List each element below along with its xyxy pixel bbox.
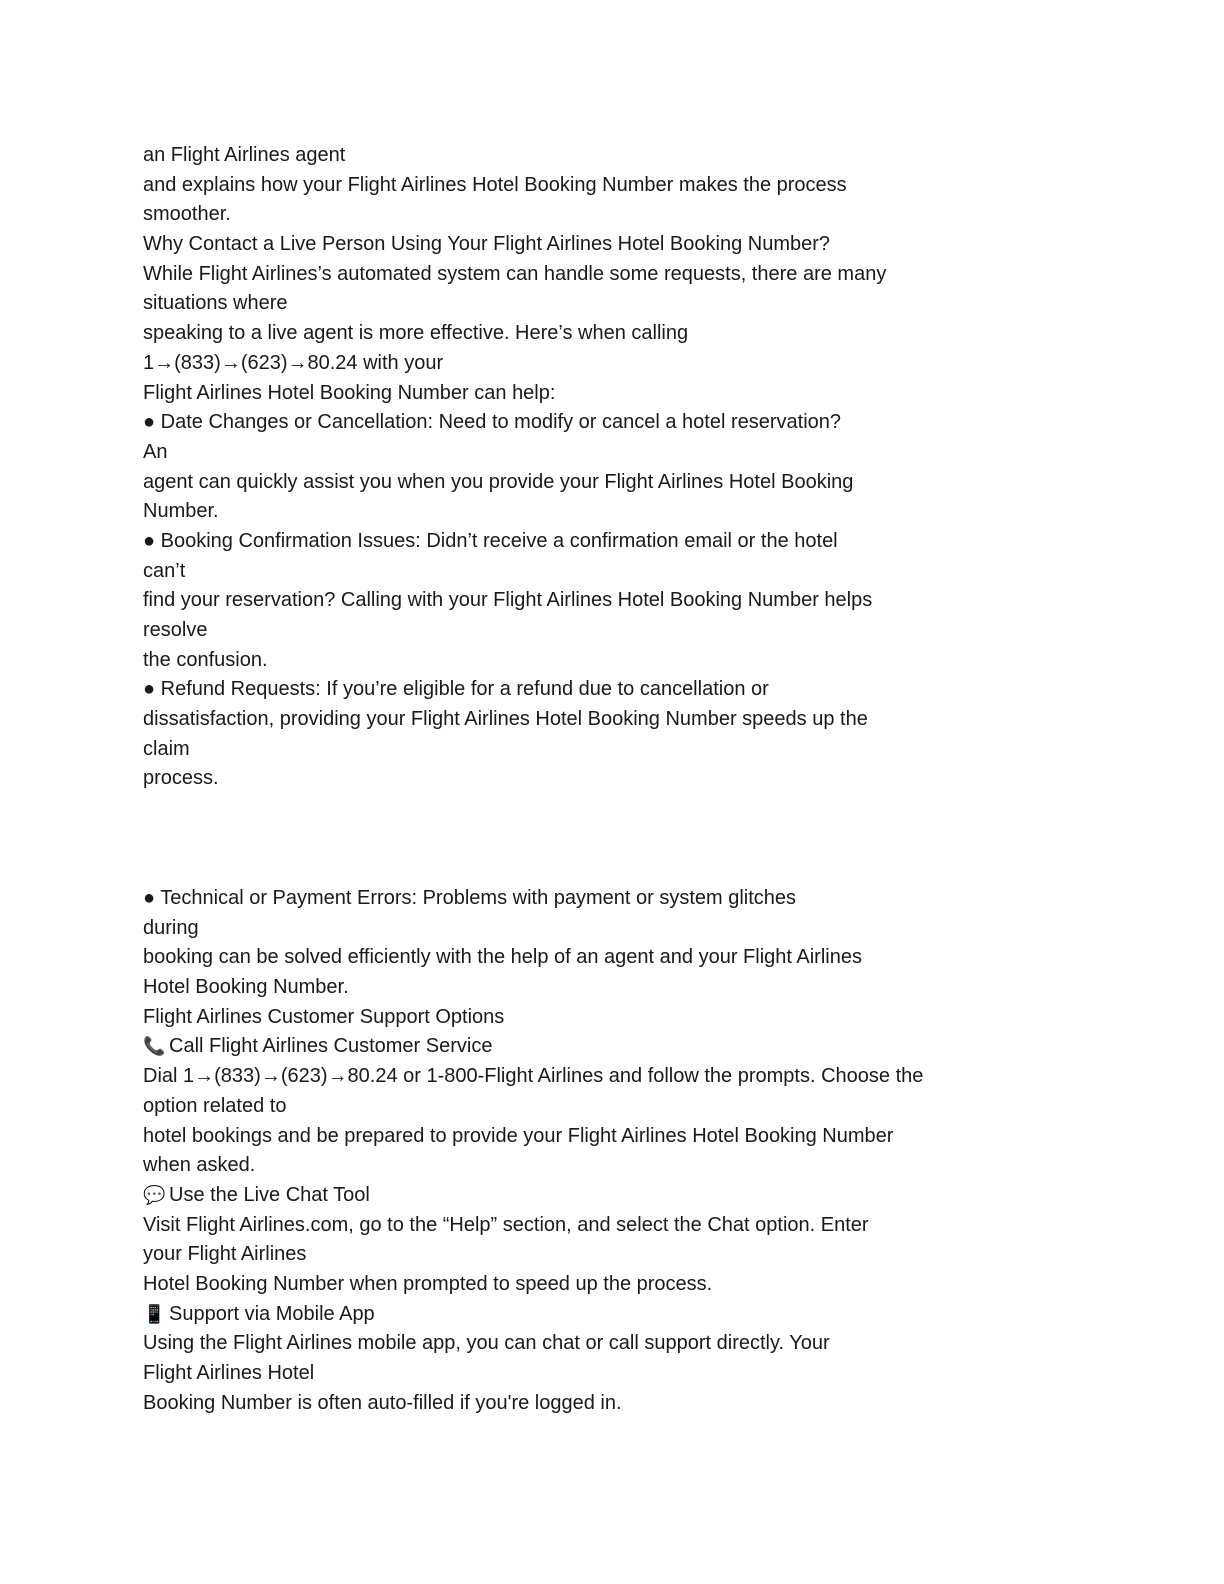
- text-line: booking can be solved efficiently with the help of an agent and your Flight Airlines: [143, 946, 862, 969]
- text-line: speaking to a live agent is more effective. Here’s when calling: [143, 322, 689, 345]
- text-line: Number.: [143, 500, 219, 523]
- text-line: agent can quickly assist you when you provide your Flight Airlines Hotel Booking: [143, 470, 854, 493]
- phone-number-line: 1→(833)→(623)→80.24 with your: [143, 351, 444, 374]
- text-line: and explains how your Flight Airlines Hotel Booking Number makes the process: [143, 173, 847, 196]
- text-line: resolve: [143, 619, 208, 641]
- text-line: an Flight Airlines agent: [143, 144, 346, 166]
- text-line: dissatisfaction, providing your Flight Airlines Hotel Booking Number speeds up the: [143, 708, 868, 731]
- text-line: Dial 1→(833)→(623)→80.24 or 1-800-Flight Airlines and follow the prompts. Choose the: [143, 1065, 924, 1088]
- text-line: the confusion.: [143, 648, 268, 671]
- text-block-support: [143, 884, 1023, 1418]
- text-line: hotel bookings and be prepared to provide your Flight Airlines Hotel Booking Number: [143, 1124, 894, 1147]
- text-block-intro: [143, 141, 1023, 794]
- chat-bubble-icon: 💬: [143, 1184, 166, 1206]
- section-heading: Why Contact a Live Person Using Your Flight Airlines Hotel Booking Number?: [143, 233, 831, 256]
- text-line: While Flight Airlines’s automated system can handle some requests, there are many: [143, 262, 887, 285]
- text-line: Flight Airlines Hotel Booking Number can help:: [143, 381, 556, 404]
- support-option-chat-label: Use the Live Chat Tool: [169, 1183, 370, 1206]
- text-line: Booking Number is often auto-filled if you're logged in.: [143, 1391, 622, 1414]
- bullet-refund-requests: ● Refund Requests: If you’re eligible for a refund due to cancellation or: [143, 678, 769, 701]
- bullet-date-changes: ● Date Changes or Cancellation: Need to modify or cancel a hotel reservation?: [143, 411, 842, 434]
- text-line: when asked.: [143, 1154, 256, 1177]
- text-line: claim: [143, 737, 190, 760]
- text-line: Using the Flight Airlines mobile app, you can chat or call support directly. Your: [143, 1332, 830, 1355]
- text-line: Hotel Booking Number when prompted to speed up the process.: [143, 1272, 713, 1295]
- text-line: Flight Airlines Hotel: [143, 1362, 315, 1384]
- mobile-phone-icon: 📱: [143, 1303, 166, 1325]
- text-line: can’t: [143, 559, 186, 582]
- text-line: Visit Flight Airlines.com, go to the “Help” section, and select the Chat option. Enter: [143, 1213, 869, 1236]
- text-line: your Flight Airlines: [143, 1243, 307, 1266]
- support-option-call: [143, 1032, 1023, 1062]
- bullet-technical-errors: ● Technical or Payment Errors: Problems with payment or system glitches: [143, 887, 797, 909]
- text-line: option related to: [143, 1094, 287, 1117]
- text-line: during: [143, 916, 199, 939]
- text-line: process.: [143, 767, 219, 790]
- text-line: find your reservation? Calling with your Flight Airlines Hotel Booking Number helps: [143, 589, 873, 612]
- support-option-call-label: Call Flight Airlines Customer Service: [169, 1035, 493, 1058]
- bullet-booking-confirmation: ● Booking Confirmation Issues: Didn’t receive a confirmation email or the hotel: [143, 529, 838, 552]
- support-option-chat: [143, 1181, 1023, 1211]
- text-line: An: [143, 440, 168, 463]
- text-line: situations where: [143, 292, 288, 315]
- phone-icon: 📞: [143, 1036, 166, 1058]
- support-option-mobile: [143, 1300, 1023, 1330]
- section-heading: Flight Airlines Customer Support Options: [143, 1005, 505, 1028]
- text-line: Hotel Booking Number.: [143, 976, 349, 999]
- support-option-mobile-label: Support via Mobile App: [169, 1302, 375, 1325]
- text-line: smoother.: [143, 203, 231, 226]
